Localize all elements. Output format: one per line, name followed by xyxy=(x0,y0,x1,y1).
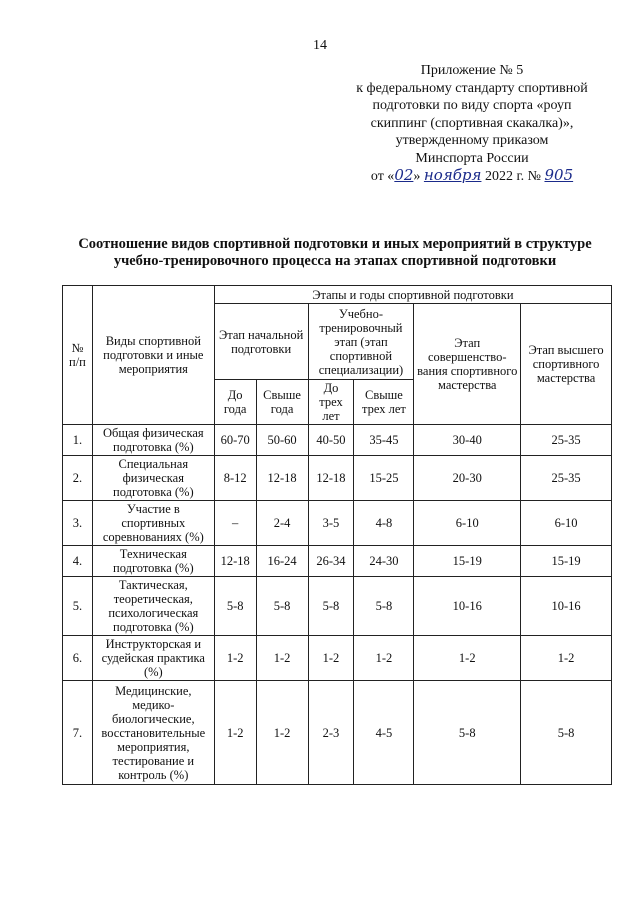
cell-value: 12-18 xyxy=(214,546,256,577)
cell-value: 6-10 xyxy=(414,501,521,546)
cell-value: 15-25 xyxy=(354,456,414,501)
cell-value: 25-35 xyxy=(521,456,612,501)
table-row xyxy=(63,681,612,785)
page-number: 14 xyxy=(313,38,327,53)
appendix-line-4: скиппинг (спортивная скакалка)», xyxy=(370,115,574,131)
header-kinds: Виды спортивной подготовки и иные мероприятия xyxy=(92,286,214,425)
cell-value: 24-30 xyxy=(354,546,414,577)
appendix-line-1: Приложение № 5 xyxy=(420,63,524,78)
cell-value: 5-8 xyxy=(414,681,521,785)
order-number: 905 xyxy=(544,166,574,184)
cell-value: 50-60 xyxy=(256,425,308,456)
cell-value: 1-2 xyxy=(354,636,414,681)
header-initial: Этап начальной подготовки xyxy=(214,304,308,380)
cell-value: 8-12 xyxy=(214,456,256,501)
row-num: 6. xyxy=(63,636,93,681)
title-line-1: Соотношение видов спортивной подготовки и иных мероприятий в структуре xyxy=(78,236,592,252)
cell-value: 1-2 xyxy=(256,636,308,681)
date-prefix: от « xyxy=(370,169,395,184)
cell-value: 5-8 xyxy=(354,577,414,636)
table-row xyxy=(63,577,612,636)
cell-value: 12-18 xyxy=(256,456,308,501)
row-num: 5. xyxy=(63,577,93,636)
cell-value: 60-70 xyxy=(214,425,256,456)
cell-value: 5-8 xyxy=(214,577,256,636)
cell-value: 3-5 xyxy=(308,501,354,546)
table-row xyxy=(63,636,612,681)
cell-value: 1-2 xyxy=(256,681,308,785)
cell-value: 1-2 xyxy=(214,636,256,681)
cell-value: 10-16 xyxy=(414,577,521,636)
header-training: Учебно-тренировочный этап (этап спортивной специализации) xyxy=(308,304,414,380)
cell-value: 4-5 xyxy=(354,681,414,785)
appendix-block xyxy=(332,62,612,186)
appendix-line-6: Минспорта России xyxy=(415,150,529,166)
order-day: 02 xyxy=(394,166,414,184)
order-year: 2022 г. № xyxy=(484,169,541,184)
cell-value: 5-8 xyxy=(308,577,354,636)
order-month: ноября xyxy=(423,166,482,184)
row-name: Тактическая, теоретическая, психологическая подготовка (%) xyxy=(92,577,214,636)
cell-value: 35-45 xyxy=(354,425,414,456)
row-name: Специальная физическая подготовка (%) xyxy=(92,456,214,501)
cell-value: 40-50 xyxy=(308,425,354,456)
cell-value: 20-30 xyxy=(414,456,521,501)
header-up-to-three: До трех лет xyxy=(308,380,354,425)
appendix-line-5: утвержденному приказом xyxy=(395,133,549,148)
cell-value: 2-3 xyxy=(308,681,354,785)
order-date-line xyxy=(332,167,612,186)
cell-value: 1-2 xyxy=(214,681,256,785)
cell-value: 6-10 xyxy=(521,501,612,546)
document-title xyxy=(40,236,630,270)
cell-value: 16-24 xyxy=(256,546,308,577)
cell-value: 5-8 xyxy=(256,577,308,636)
quote-close: » xyxy=(413,169,421,184)
cell-value: 26-34 xyxy=(308,546,354,577)
cell-value: 1-2 xyxy=(521,636,612,681)
title-line-2: учебно-тренировочного процесса на этапах спортивной подготовки xyxy=(113,253,557,269)
cell-value: 4-8 xyxy=(354,501,414,546)
cell-value: – xyxy=(214,501,256,546)
table-row xyxy=(63,501,612,546)
header-over-year: Свыше года xyxy=(256,380,308,425)
appendix-line-2: к федеральному стандарту спортивной xyxy=(356,80,588,96)
header-perfection: Этап совершенство-вания спортивного мастерства xyxy=(414,304,521,425)
table-row xyxy=(63,546,612,577)
row-name: Инструкторская и судейская практика (%) xyxy=(92,636,214,681)
row-name: Техническая подготовка (%) xyxy=(92,546,214,577)
cell-value: 12-18 xyxy=(308,456,354,501)
row-num: 3. xyxy=(63,501,93,546)
header-row-1 xyxy=(63,286,612,304)
row-name: Участие в спортивных соревнованиях (%) xyxy=(92,501,214,546)
table-row xyxy=(63,425,612,456)
header-higher: Этап высшего спортивного мастерства xyxy=(521,304,612,425)
row-num: 2. xyxy=(63,456,93,501)
row-num: 7. xyxy=(63,681,93,785)
cell-value: 15-19 xyxy=(414,546,521,577)
cell-value: 25-35 xyxy=(521,425,612,456)
cell-value: 1-2 xyxy=(308,636,354,681)
cell-value: 10-16 xyxy=(521,577,612,636)
header-stages-group: Этапы и годы спортивной подготовки xyxy=(214,286,611,304)
table-row xyxy=(63,456,612,501)
row-name: Медицинские, медико-биологические, восстановительные мероприятия, тестирование и контроль (%) xyxy=(92,681,214,785)
training-ratio-table xyxy=(62,285,612,785)
cell-value: 5-8 xyxy=(521,681,612,785)
cell-value: 2-4 xyxy=(256,501,308,546)
appendix-line-3: подготовки по виду спорта «роуп xyxy=(372,98,572,113)
header-over-three: Свыше трех лет xyxy=(354,380,414,425)
row-num: 1. xyxy=(63,425,93,456)
cell-value: 15-19 xyxy=(521,546,612,577)
row-num: 4. xyxy=(63,546,93,577)
header-num: № п/п xyxy=(63,286,93,425)
header-up-to-year: До года xyxy=(214,380,256,425)
cell-value: 1-2 xyxy=(414,636,521,681)
row-name: Общая физическая подготовка (%) xyxy=(92,425,214,456)
cell-value: 30-40 xyxy=(414,425,521,456)
